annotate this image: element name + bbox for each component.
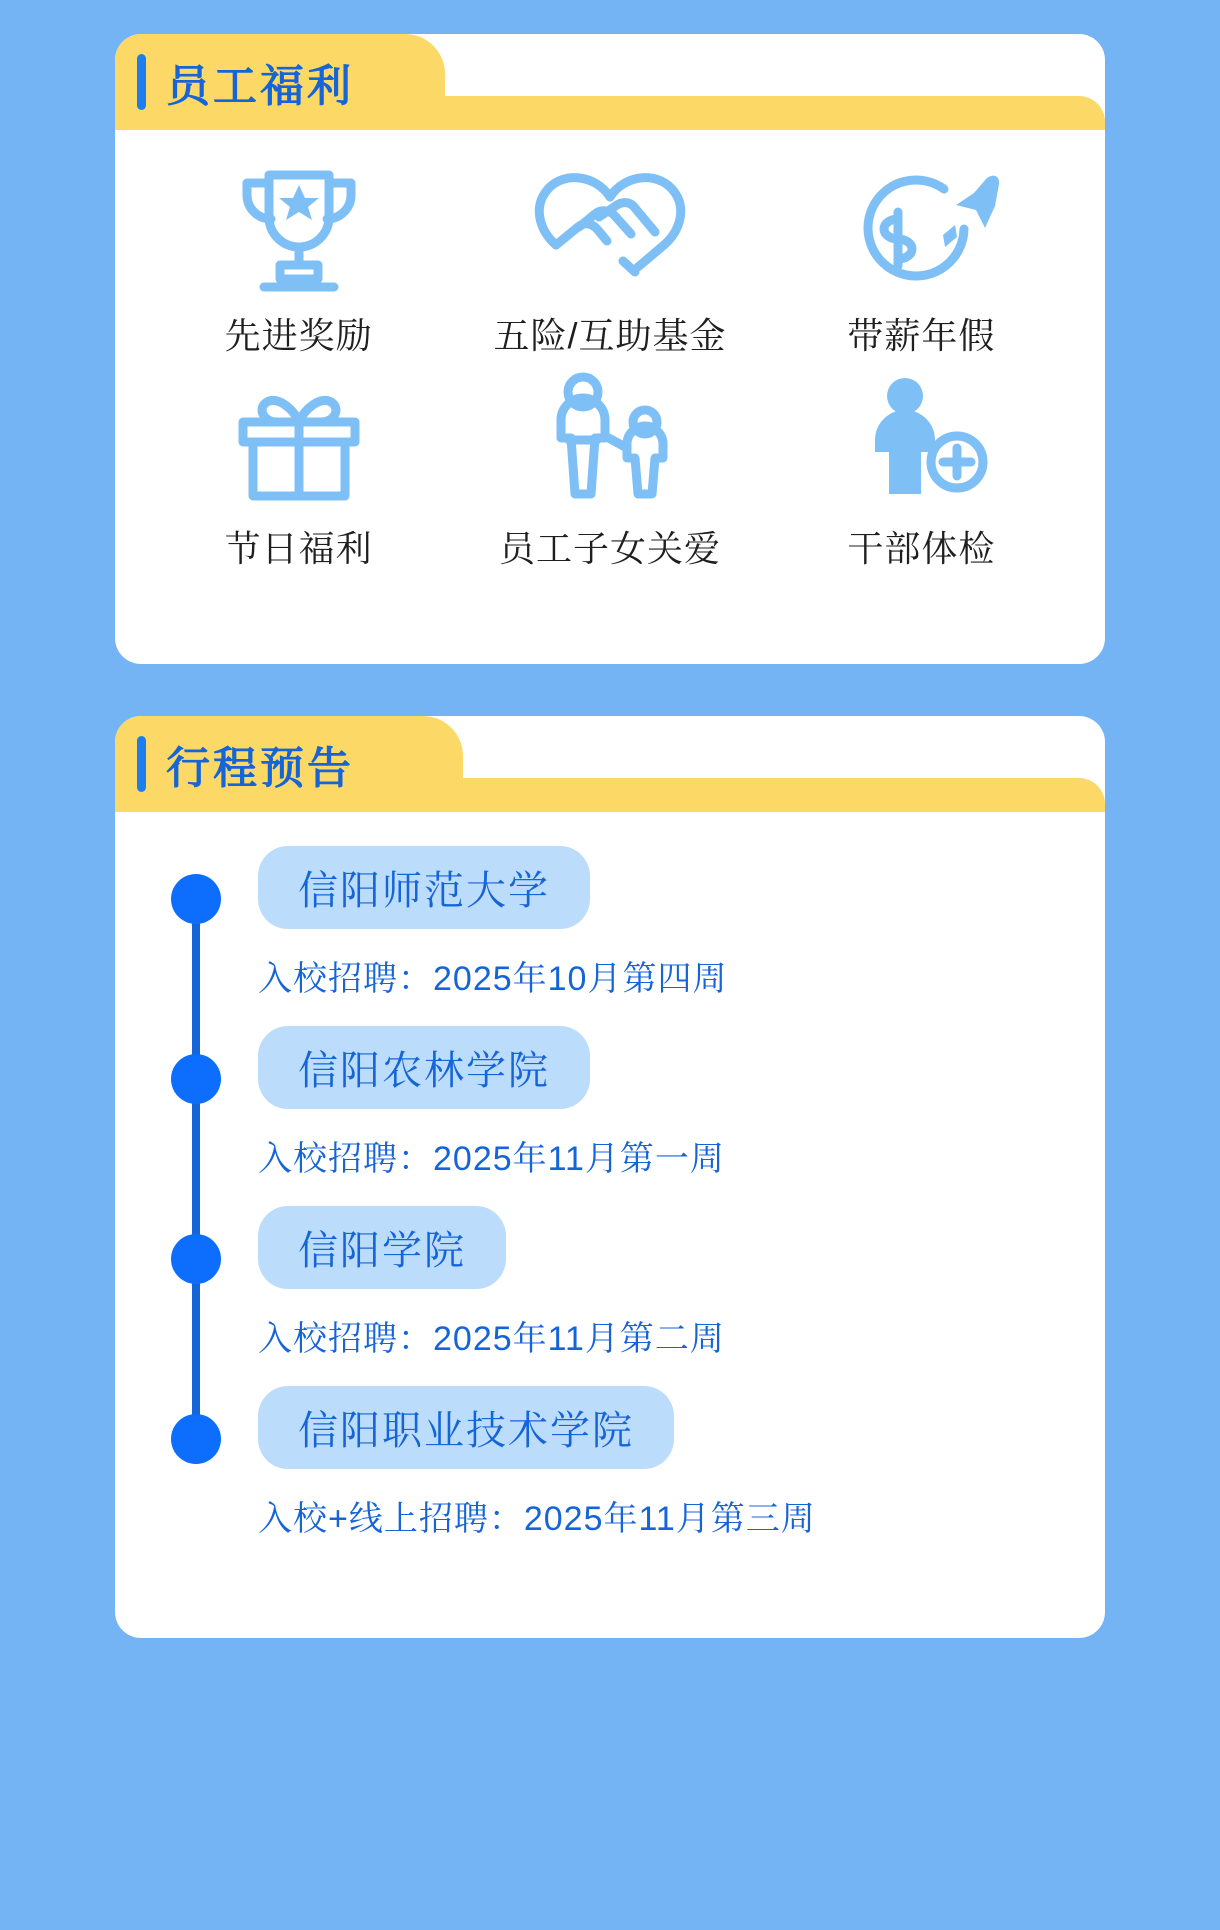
school-name-pill: 信阳师范大学: [258, 846, 590, 929]
school-name-pill: 信阳职业技术学院: [258, 1386, 674, 1469]
benefit-label: 干部体检: [847, 528, 996, 569]
benefit-label: 节日福利: [224, 528, 373, 569]
benefit-item-paid-leave: [766, 152, 1077, 359]
benefit-label: 先进奖励: [224, 315, 373, 356]
timeline-dot-icon: [171, 1414, 221, 1464]
timeline-dot-icon: [171, 1234, 221, 1284]
recruit-detail: 入校+线上招聘：2025年11月第三周: [258, 1500, 816, 1538]
schedule-title: 行程预告: [166, 744, 354, 793]
timeline-item: [115, 1206, 1105, 1386]
parent-child-icon: [525, 365, 695, 515]
school-name-pill: 信阳学院: [258, 1206, 506, 1289]
poster-page: [0, 34, 1220, 1930]
timeline: [115, 820, 1105, 1566]
trophy-icon: [224, 152, 374, 302]
school-name-pill: 信阳农林学院: [258, 1026, 590, 1109]
benefit-item-holiday-gift: [143, 365, 454, 572]
benefits-grid: [115, 138, 1105, 572]
schedule-card: [115, 716, 1105, 1638]
recruit-detail: 入校招聘：2025年10月第四周: [258, 960, 728, 998]
benefit-item-health-checkup: [766, 365, 1077, 572]
employee-benefits-card: [115, 34, 1105, 664]
benefits-title: 员工福利: [166, 62, 354, 111]
benefit-item-advanced-award: [143, 152, 454, 359]
handshake-icon: [515, 152, 705, 302]
schedule-body: [115, 716, 1105, 1566]
timeline-dot-icon: [171, 1054, 221, 1104]
health-checkup-icon: [841, 365, 1001, 515]
recruit-detail: 入校招聘：2025年11月第二周: [258, 1320, 725, 1358]
benefit-label: 五险/互助基金: [493, 315, 727, 356]
timeline-dot-icon: [171, 874, 221, 924]
timeline-item: [115, 846, 1105, 1026]
recruit-detail: 入校招聘：2025年11月第一周: [258, 1140, 725, 1178]
timeline-item: [115, 1386, 1105, 1566]
timeline-item: [115, 1026, 1105, 1206]
benefit-label: 带薪年假: [847, 315, 996, 356]
benefits-body: [115, 34, 1105, 572]
benefit-item-children-care: [454, 365, 765, 572]
benefit-label: 员工子女关爱: [498, 528, 721, 569]
benefit-item-insurance-fund: [454, 152, 765, 359]
paid-leave-plane-icon: [836, 152, 1006, 302]
gift-icon: [219, 365, 379, 515]
